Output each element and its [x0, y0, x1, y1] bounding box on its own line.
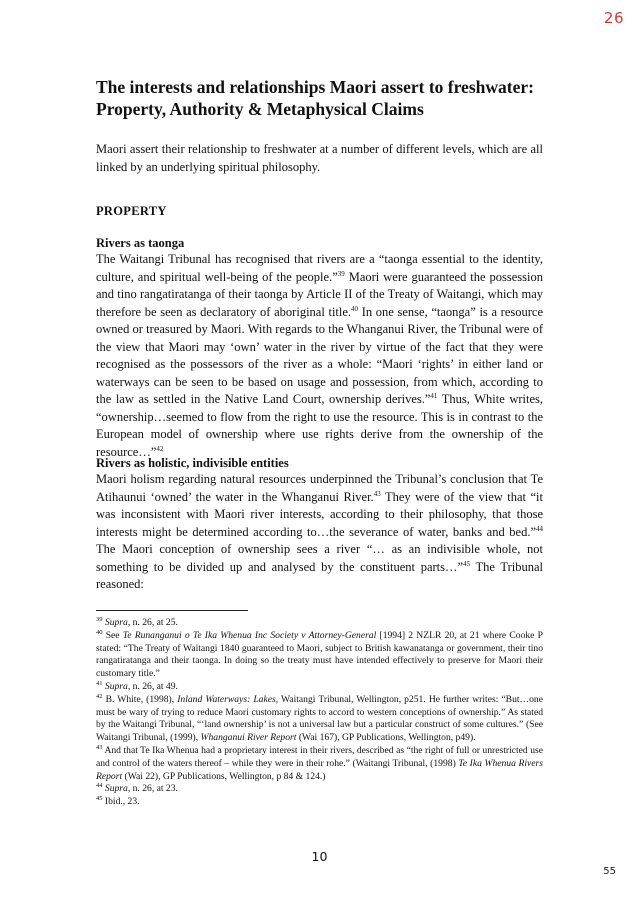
- footnote-39: $^{39}$ Supra, n. 26, at 25.: [96, 615, 178, 628]
- footnote-ref-39[interactable]: 39: [337, 269, 345, 278]
- intro-paragraph: Maori assert their relationship to freshwater at a number of different levels, which are all linked by an underlying spiritual philosophy.: [96, 142, 543, 174]
- paragraph-rivers-as-taonga: The Waitangi Tribunal has recognised that rivers are a “taonga essential to the identity, culture, and spiritual well-being of the people.”$^{39}$ Maori were guaranteed the possession and tino rangatiratanga of their taonga by Article II of the Treaty of Waitangi, which may therefore be seen as declaratory of aboriginal title.$^{40}$ In one sense, “taonga” is a resource owned or treasured by Maori. With regards to the Whanganui River, the Tribunal were of the view that Maori may ‘own’ water in the river by virtue of the fact that they were recognised as the possessors of the river as a whole: “Maori ‘rights’ in either land or waterways can be seen to be based on usage and possession, from which, according to the law as settled in the Native Land Court, ownership derives.”$^{41}$ Thus, White writes, “ownership…seemed to flow from the right to use the resource. This is in contrast to the European model of ownership where use rights derive from the ownership of the resource…”$^{42}$: [96, 252, 543, 459]
- footnote-43: $^{43}$ And that Te Ika Whenua had a proprietary interest in their rivers, described as “the right of full or unrestricted use and control of the waters thereof – while they were in their rohe.” (Waitangi Tribunal, (1998) Te Ika Whenua Rivers Report (Wai 22), GP Publications, Wellington, p 84 & 124.): [96, 743, 543, 782]
- page-number: 10: [311, 849, 328, 864]
- footnote-ref-40[interactable]: 40: [351, 304, 359, 313]
- footnote-44: $^{44}$ Supra, n. 26, at 23.: [96, 782, 178, 795]
- footnote-ref-44[interactable]: 44: [536, 524, 543, 533]
- footnote-42: $^{42}$ B. White, (1998), Inland Waterways: Lakes, Waitangi Tribunal, Wellington, p251. He further writes: “But…one must be wary of trying to reduce Maori customary rights to accord to western conceptions of ownership.” As stated by the Waitangi Tribunal, “‘land ownership’ is not a universal law but a particular construct of some cultures.” (See Waitangi Tribunal, (1999), Whanganui River Report (Wai 167), GP Publications, Wellington, p49).: [96, 692, 543, 744]
- footnote-ref-41[interactable]: 41: [430, 391, 438, 400]
- footnote-ref-42[interactable]: 42: [156, 444, 164, 453]
- subheading-rivers-holistic: Rivers as holistic, indivisible entities: [96, 456, 289, 470]
- footnote-divider: [96, 610, 248, 611]
- footnote-ref-43[interactable]: 43: [373, 489, 381, 498]
- footnotes: [96, 617, 543, 809]
- footnote-45: $^{45}$ Ibid., 23.: [96, 794, 140, 808]
- footnote-40: $^{40}$ See Te Runanganui o Te Ika Whenua Inc Society v Attorney-General [1994] 2 NZLR 20, at 21 where Cooke P stated: “The Treaty of Waitangi 1840 guaranteed to Maori, subject to British kawanatanga or government, their tino rangatiratanga and their taonga. In doing so the treaty must have intended effectively to preserve for Maori their customary title.”: [96, 628, 543, 680]
- footnote-ref-45[interactable]: 45: [463, 559, 471, 568]
- subheading-rivers-as-taonga: Rivers as taonga: [96, 236, 185, 250]
- section-heading-property: PROPERTY: [96, 204, 167, 218]
- corner-page-number: 26: [603, 9, 624, 27]
- page-title: The interests and relationships Maori assert to freshwater: Property, Authority & Metaphysical Claims: [96, 77, 534, 119]
- original-page-number: 55: [603, 866, 616, 877]
- footnote-41: $^{41}$ Supra, n. 26, at 49.: [96, 679, 178, 692]
- paragraph-rivers-holistic: Maori holism regarding natural resources underpinned the Tribunal’s conclusion that Te Atihaunui ‘owned’ the water in the Whanganui River.$^{43}$ They were of the view that “it was inconsistent with Maori river interests, according to their philosophy, that those interests might be determined according to…the severance of water, banks and bed.”$^{44}$ The Maori conception of ownership sees a river “… as an indivisible whole, not something to be divided up and analysed by the constituent parts…”$^{45}$ The Tribunal reasoned:: [96, 472, 543, 591]
